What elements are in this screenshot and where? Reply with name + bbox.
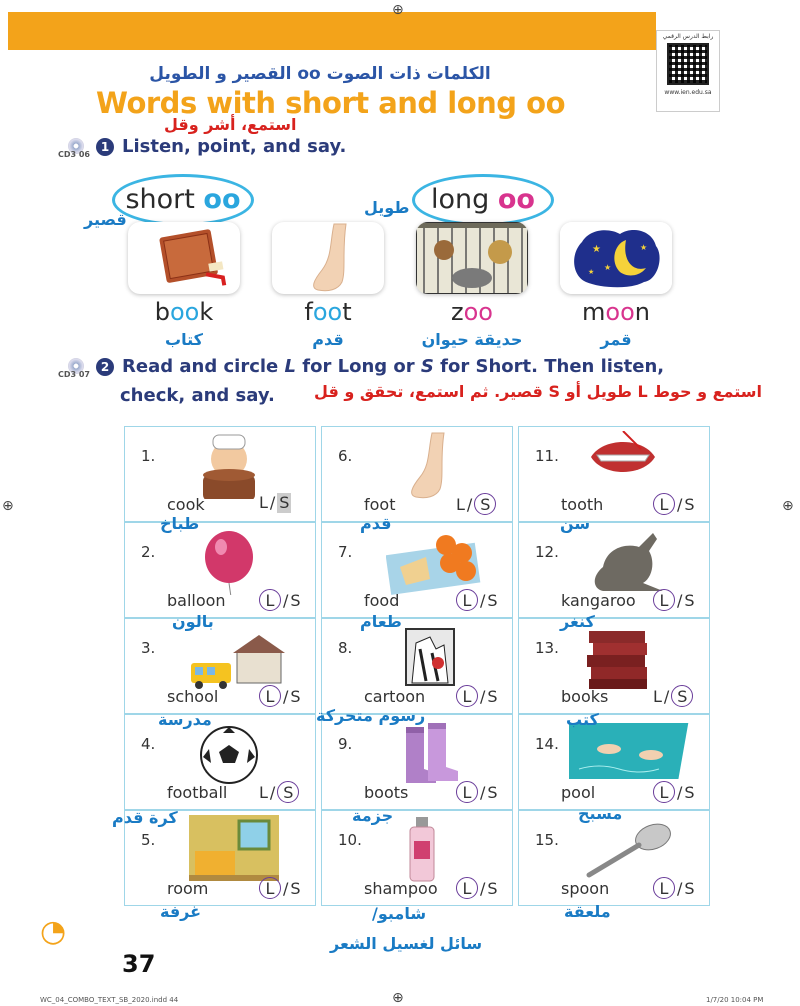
food-icon <box>386 527 482 595</box>
item-number: 15. <box>535 831 559 849</box>
grid-item-foot <box>321 426 513 522</box>
footer-date: 1/7/20 10:04 PM <box>706 996 764 1004</box>
kangaroo-icon <box>583 527 679 595</box>
activity2-instruction-line2: check, and say. <box>120 385 275 406</box>
title-arabic: الكلمات ذات الصوت oo القصير و الطويل <box>149 64 491 84</box>
word-arabic: كتاب <box>165 330 203 349</box>
registration-mark-icon: ⊕ <box>392 2 404 18</box>
foot-picture <box>272 222 384 294</box>
activity1-instruction: Listen, point, and say. <box>122 136 347 157</box>
svg-text:★: ★ <box>592 244 601 255</box>
registration-mark-icon: ⊕ <box>392 990 404 1006</box>
tooth-icon <box>583 431 679 499</box>
slash: / <box>663 687 670 706</box>
grid-item-food <box>321 522 513 618</box>
item-arabic: كرة قدم <box>112 808 178 827</box>
l-s-choice <box>456 589 512 611</box>
item-word: pool <box>561 783 596 802</box>
word-part: k <box>199 298 214 326</box>
word-arabic: قدم <box>312 330 344 349</box>
word-part: t <box>342 298 352 326</box>
item-word: spoon <box>561 879 610 898</box>
l-s-choice <box>259 877 315 899</box>
cd-track-1[interactable] <box>58 138 94 159</box>
chef-icon <box>189 431 285 499</box>
slash: / <box>677 591 683 610</box>
circled-l[interactable]: L <box>456 589 478 611</box>
grid-item-cartoon <box>321 618 513 714</box>
cd-track-2[interactable] <box>58 358 94 379</box>
l-s-choice <box>456 493 512 515</box>
instr-l: L <box>284 356 296 377</box>
circled-l[interactable]: L <box>653 493 675 515</box>
item-word: balloon <box>167 591 226 610</box>
option-s[interactable]: S <box>290 687 301 706</box>
item-word: football <box>167 783 228 802</box>
option-s[interactable]: S <box>290 591 301 610</box>
l-s-choice <box>259 685 315 707</box>
circled-l[interactable]: L <box>259 877 281 899</box>
item-number: 3. <box>141 639 156 657</box>
book-icon <box>128 222 240 294</box>
item-word: shampoo <box>364 879 438 898</box>
option-l[interactable]: L <box>259 493 268 512</box>
grid-item-school <box>124 618 316 714</box>
circled-l[interactable]: L <box>456 781 478 803</box>
word-zoo <box>416 298 528 326</box>
circled-l[interactable]: L <box>653 589 675 611</box>
book-picture <box>128 222 240 294</box>
item-arabic: ملعقة <box>564 902 611 921</box>
slash: / <box>466 495 473 514</box>
slash: / <box>283 879 289 898</box>
instr-part: for Short. Then listen, <box>433 356 665 377</box>
grid-item-books <box>518 618 710 714</box>
item-arabic: شامبو/ <box>372 904 427 923</box>
item-number: 9. <box>338 735 353 753</box>
l-s-choice <box>653 493 709 515</box>
footer-file: WC_04_COMBO_TEXT_SB_2020.indd 44 <box>40 996 179 1004</box>
slash: / <box>283 591 289 610</box>
circled-l[interactable]: L <box>456 877 478 899</box>
header-bar-end <box>648 12 656 50</box>
l-s-choice <box>456 877 512 899</box>
cd-label: CD3 06 <box>58 150 90 159</box>
item-number: 2. <box>141 543 156 561</box>
item-number: 11. <box>535 447 559 465</box>
grid-item-balloon <box>124 522 316 618</box>
word-moon <box>560 298 672 326</box>
grid-item-cook <box>124 426 316 522</box>
slash: / <box>677 783 683 802</box>
circled-s[interactable]: S <box>474 493 496 515</box>
slash: / <box>283 687 289 706</box>
long-label: long <box>431 184 498 215</box>
item-number: 6. <box>338 447 353 465</box>
room-icon <box>189 815 285 883</box>
grid-item-spoon <box>518 810 710 906</box>
word-arabic: قمر <box>600 330 632 349</box>
item-word: food <box>364 591 400 610</box>
activity2-arabic-instruction: استمع و حوط L طويل أو S قصير. ثم استمع، تحقق و قل <box>314 382 762 401</box>
item-word: room <box>167 879 209 898</box>
short-label: short <box>125 184 204 215</box>
item-arabic: بالون <box>172 612 214 631</box>
item-number: 4. <box>141 735 156 753</box>
l-s-choice <box>653 589 709 611</box>
moon-picture <box>560 222 672 294</box>
item-arabic: رسوم متحركة <box>316 706 426 725</box>
item-number: 10. <box>338 831 362 849</box>
word-oo: oo <box>463 298 493 326</box>
short-oo-bubble <box>112 174 254 226</box>
item-number: 7. <box>338 543 353 561</box>
shampoo-icon <box>386 815 482 883</box>
school-icon <box>189 623 285 691</box>
item-arabic: طباخ <box>160 514 200 533</box>
item-word: boots <box>364 783 409 802</box>
item-arabic: سن <box>560 514 591 533</box>
long-oo-letters: oo <box>497 184 535 215</box>
boots-icon <box>386 719 482 787</box>
registration-mark-icon: ⊕ <box>782 498 794 514</box>
option-s[interactable]: S <box>684 591 695 610</box>
item-arabic: قدم <box>360 514 392 533</box>
option-l[interactable]: L <box>653 687 662 706</box>
instr-part: for Long or <box>296 356 421 377</box>
slash: / <box>480 591 486 610</box>
item-word: books <box>561 687 609 706</box>
zoo-picture <box>416 222 528 294</box>
slash: / <box>480 687 486 706</box>
slash: / <box>269 493 276 512</box>
item-arabic-extra: سائل لغسيل الشعر <box>330 934 483 953</box>
moon-icon <box>560 222 672 294</box>
zoo-icon <box>416 222 528 294</box>
grid-item-football <box>124 714 316 810</box>
item-arabic: مدرسة <box>158 710 212 729</box>
pool-icon <box>569 719 689 787</box>
word-arabic: حديقة حيوان <box>421 330 523 349</box>
svg-text:★: ★ <box>604 263 612 272</box>
item-word: foot <box>364 495 396 514</box>
item-word: kangaroo <box>561 591 636 610</box>
circled-s[interactable]: S <box>277 781 299 803</box>
circled-l[interactable]: L <box>259 685 281 707</box>
instr-s: S <box>420 356 434 377</box>
circled-l[interactable]: L <box>653 877 675 899</box>
option-l[interactable]: L <box>456 495 465 514</box>
item-number: 5. <box>141 831 156 849</box>
grid-item-boots <box>321 714 513 810</box>
l-s-choice <box>259 493 315 513</box>
activity1-arabic-instruction: استمع، أشر وقل <box>164 115 297 134</box>
page-title: Words with short and long oo <box>96 86 566 120</box>
football-icon <box>189 719 285 787</box>
short-arabic: قصير <box>84 210 127 229</box>
activity2-instruction-line1 <box>122 356 664 377</box>
cartoon-icon <box>386 623 482 691</box>
item-arabic: كتب <box>566 710 599 729</box>
qr-code-box[interactable] <box>656 30 720 112</box>
spoon-icon <box>583 815 679 883</box>
option-s[interactable]: S <box>487 591 498 610</box>
l-s-choice <box>653 781 709 803</box>
word-part: b <box>154 298 170 326</box>
option-s[interactable]: S <box>290 879 301 898</box>
foot-icon <box>272 222 384 294</box>
word-foot <box>272 298 384 326</box>
item-word: school <box>167 687 219 706</box>
word-book <box>128 298 240 326</box>
item-number: 8. <box>338 639 353 657</box>
slash: / <box>480 879 486 898</box>
page-number: 37 <box>122 950 156 978</box>
grid-item-pool <box>518 714 710 810</box>
word-part: f <box>304 298 313 326</box>
word-oo: oo <box>169 298 200 326</box>
item-number: 1. <box>141 447 156 465</box>
item-word: cartoon <box>364 687 426 706</box>
long-oo-bubble <box>412 174 554 226</box>
header-bar <box>8 12 648 50</box>
registration-mark-icon: ⊕ <box>2 498 14 514</box>
circled-l[interactable]: L <box>259 589 281 611</box>
instr-part: Read and circle <box>122 356 285 377</box>
option-s[interactable]: S <box>684 495 695 514</box>
option-s[interactable]: S <box>487 879 498 898</box>
l-s-choice <box>259 589 315 611</box>
qr-caption-url: www.ien.edu.sa <box>664 89 712 96</box>
option-s[interactable]: S <box>684 879 695 898</box>
cd-label: CD3 07 <box>58 370 90 379</box>
word-oo: oo <box>312 298 343 326</box>
option-l[interactable]: L <box>259 783 268 802</box>
svg-text:★: ★ <box>588 268 595 276</box>
item-number: 13. <box>535 639 559 657</box>
item-arabic: مسبح <box>578 804 623 823</box>
option-s[interactable]: S <box>684 783 695 802</box>
item-number: 14. <box>535 735 559 753</box>
l-s-choice <box>653 685 709 707</box>
l-s-choice <box>653 877 709 899</box>
svg-text:★: ★ <box>640 243 648 252</box>
long-arabic: طويل <box>364 198 410 217</box>
slash: / <box>677 879 683 898</box>
publisher-logo-icon: ◔ <box>40 914 67 949</box>
option-s[interactable]: S <box>487 783 498 802</box>
circled-l[interactable]: L <box>653 781 675 803</box>
qr-code-icon[interactable] <box>667 43 709 85</box>
l-s-choice <box>456 685 512 707</box>
word-part: z <box>451 298 464 326</box>
grid-item-shampoo <box>321 810 513 906</box>
slash: / <box>677 495 683 514</box>
item-word: tooth <box>561 495 604 514</box>
item-arabic: غرفة <box>160 902 202 921</box>
l-s-choice <box>456 781 512 803</box>
grid-item-kangaroo <box>518 522 710 618</box>
circled-s[interactable]: S <box>671 685 693 707</box>
activity1-number: 1 <box>96 138 114 156</box>
item-arabic: جزمة <box>352 806 394 825</box>
item-number: 12. <box>535 543 559 561</box>
balloon-icon <box>189 527 285 595</box>
books-icon <box>583 623 679 691</box>
item-word: cook <box>167 495 205 514</box>
word-part: m <box>582 298 606 326</box>
option-s[interactable]: S <box>487 687 498 706</box>
word-oo: oo <box>605 298 635 326</box>
circled-l[interactable]: L <box>456 685 478 707</box>
activity2-number: 2 <box>96 358 114 376</box>
foot-icon <box>386 431 482 499</box>
qr-caption-top: رابط الدرس الرقمي <box>662 33 714 40</box>
item-arabic: طعام <box>360 612 402 631</box>
word-part: n <box>634 298 650 326</box>
shaded-s[interactable]: S <box>279 493 290 512</box>
l-s-choice <box>259 781 315 803</box>
grid-item-tooth <box>518 426 710 522</box>
item-arabic: كنغر <box>560 612 595 631</box>
short-oo-letters: oo <box>203 184 241 215</box>
slash: / <box>269 783 276 802</box>
slash: / <box>480 783 486 802</box>
